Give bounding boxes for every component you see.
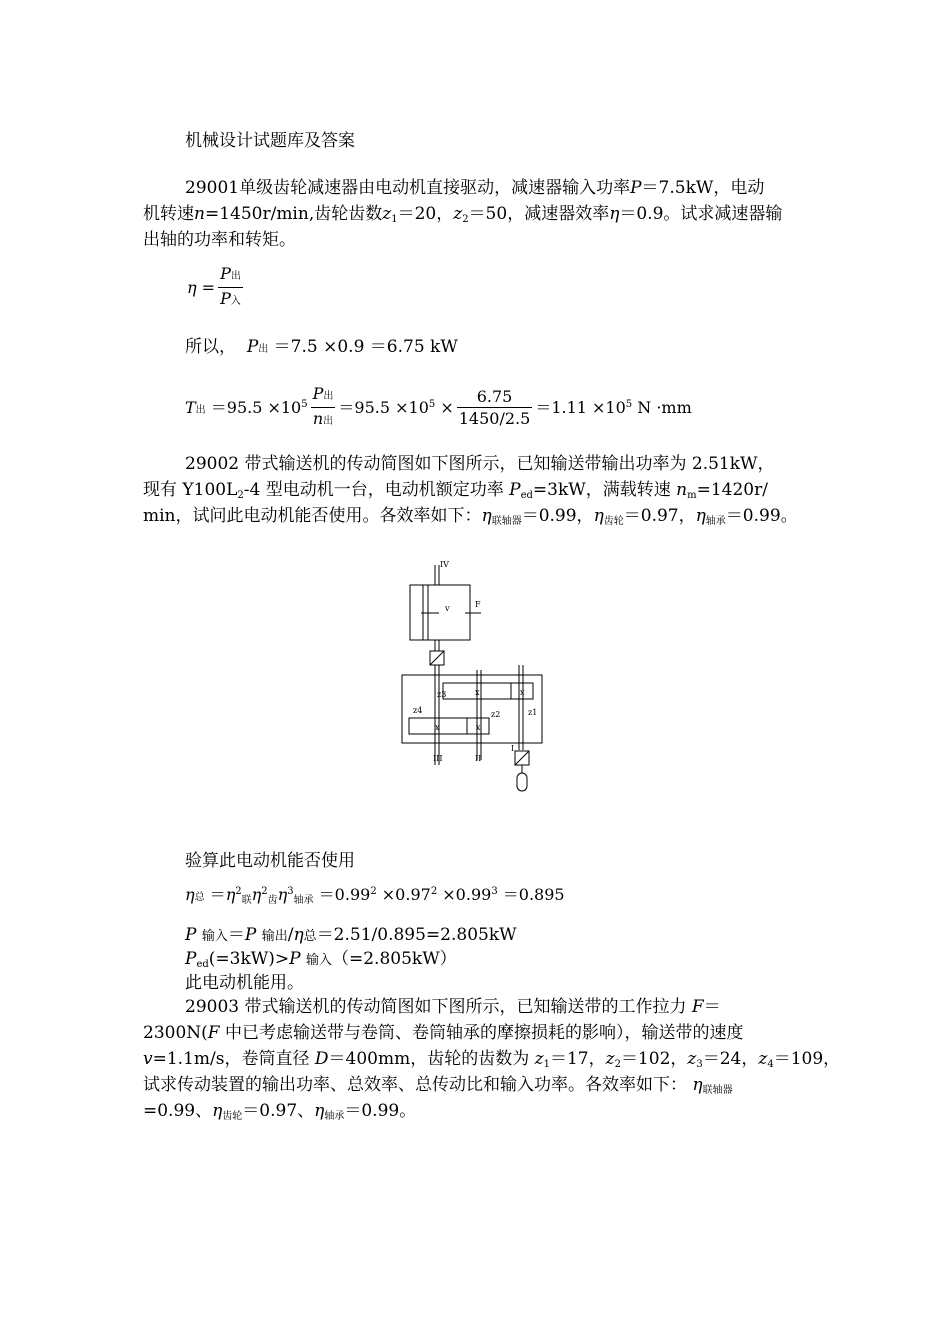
gear-mark: x <box>476 723 481 732</box>
rated-power-line: $P_{ed}(=3kW)>P$ 输入（=2.805kW） <box>185 949 457 970</box>
problem-29001-line3: 出轴的功率和转矩。 <box>143 230 296 250</box>
problem-29001-line1: 29001单级齿轮减速器由电动机直接驱动，减速器输入功率P＝7.5kW，电动 <box>185 178 765 198</box>
label-iv: IV <box>440 560 449 569</box>
gear-mark: x <box>520 688 525 697</box>
output-power-formula: 所以， P出 ＝7.5 ×0.9 ＝6.75 kW <box>185 337 458 357</box>
label-z1: z1 <box>528 708 538 717</box>
check-heading: 验算此电动机能否使用 <box>185 851 355 871</box>
input-power-line: P 输入＝P 输出/η总＝2.51/0.895=2.805kW <box>185 925 517 945</box>
problem-29001-line2: 机转速n=1450r/min,齿轮齿数$z_1=20$，$z_2=50$，减速器效率η＝0.9。试求减速器输 <box>143 204 783 225</box>
problem-29003-line1: 29003 带式输送机的传动简图如下图所示，已知输送带的工作拉力 F＝ <box>185 997 721 1017</box>
label-z4: z4 <box>413 706 423 715</box>
problem-29003-line2: 2300N(F 中已考虑输送带与卷筒、卷筒轴承的摩擦损耗的影响），输送带的速度 <box>143 1023 744 1043</box>
label-z2: z2 <box>491 710 501 719</box>
conclusion-line: 此电动机能用。 <box>185 973 304 993</box>
label-v: v <box>445 604 450 613</box>
problem-29002-line1: 29002 带式输送机的传动简图如下图所示，已知输送带输出功率为 2.51kW， <box>185 454 775 474</box>
transmission-diagram <box>395 555 555 795</box>
problem-29003-line4: 试求传动装置的输出功率、总效率、总传动比和输入功率。各效率如下： $\eta_{联轴器}$ <box>143 1075 733 1096</box>
efficiency-formula: η = $\frac{\text{P出}}{\text{P入}}$ <box>187 264 241 308</box>
problem-29003-line3: v=1.1m/s，卷筒直径 D＝400mm，齿轮的齿数为 $z_1=17$，$z_2=102$，$z_3=24$，$z_4=109$， <box>143 1049 841 1070</box>
label-ii: II <box>475 754 482 763</box>
gear-mark: x <box>475 688 480 697</box>
document-title: 机械设计试题库及答案 <box>185 131 355 151</box>
label-z3: z3 <box>437 690 447 699</box>
gear-mark: x <box>435 723 440 732</box>
total-efficiency-formula: η总 $=\eta^2_联\eta^2_齿\eta^3_{轴承} =0.99^2 \times 0.97^2 \times 0.99^3 =0.895$ <box>185 885 565 906</box>
label-i: I <box>511 744 515 753</box>
problem-29002-line3: min，试问此电动机能否使用。各效率如下：$\eta_{联轴器}=0.99$，$\eta_{齿轮}=0.97$，$\eta_{轴承}=0.99$。 <box>143 506 798 527</box>
label-f: F <box>475 600 481 609</box>
problem-29003-line5: =0.99、$\eta_{齿轮}=0.97$、$\eta_{轴承}=0.99$。 <box>143 1101 417 1122</box>
problem-29002-line2: 现有 $Y100L_2-4$ 型电动机一台，电动机额定功率 $P_{ed}=3kW$，满载转速 $n_m=1420r/$ <box>143 480 768 501</box>
label-iii: III <box>433 754 443 763</box>
output-torque-formula: T出 $=95.5 \times 10^5$ $\frac{\text{P出}}{\text{n出}}$ $=95.5 \times 10^5$ × $\frac{6.75}{1450/2.5}$ $=1.11 \times 10^5$ N ·mm <box>185 384 692 428</box>
